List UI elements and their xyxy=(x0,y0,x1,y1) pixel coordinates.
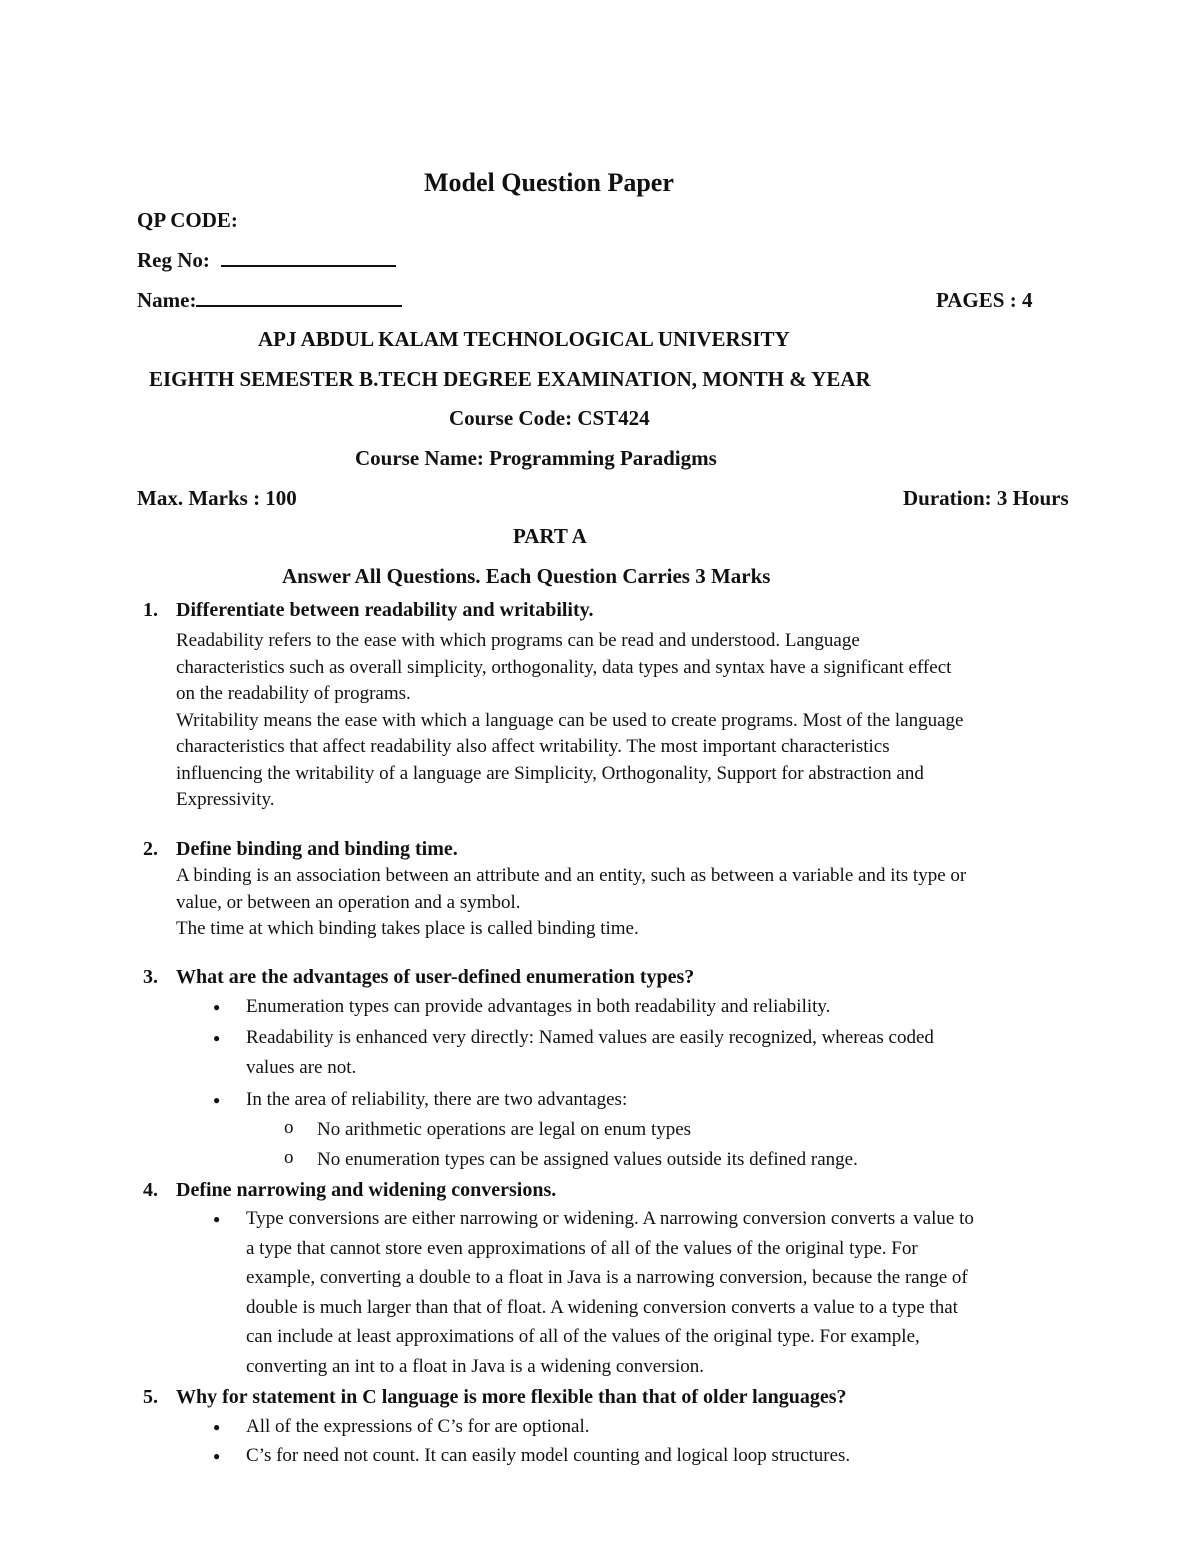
question-number: 2. xyxy=(143,838,158,860)
reg-no-label: Reg No: xyxy=(137,248,210,272)
bullet-text xyxy=(246,992,830,1022)
question-text: Define narrowing and widening conversions. xyxy=(176,1179,557,1201)
bullet-dot: ● xyxy=(213,1031,221,1045)
question-number: 5. xyxy=(143,1386,158,1408)
bullet-dot: ● xyxy=(213,1420,221,1434)
page-title: Model Question Paper xyxy=(424,168,674,197)
reg-no-row xyxy=(137,248,396,273)
bullet-dot: ● xyxy=(213,1449,221,1463)
question-text: Why for statement in C language is more flexible than that of older languages? xyxy=(176,1386,847,1408)
name-blank xyxy=(196,305,402,307)
answer-line: Expressivity. xyxy=(176,789,275,810)
bullet-dot: ● xyxy=(213,1212,221,1226)
answer-line: A binding is an association between an attribute and an entity, such as between a variable and its type or xyxy=(176,865,967,886)
exam-title: EIGHTH SEMESTER B.TECH DEGREE EXAMINATION, MONTH & YEAR xyxy=(149,367,871,391)
qp-code-label: QP CODE: xyxy=(137,208,238,232)
bullet-line: All of the expressions of C’s for are optional. xyxy=(246,1416,590,1437)
question-text: What are the advantages of user-defined enumeration types? xyxy=(176,966,695,988)
question-text: Differentiate between readability and writability. xyxy=(176,599,594,621)
bullet-line: values are not. xyxy=(246,1056,357,1078)
sub-bullet-marker: o xyxy=(284,1117,294,1138)
bullet-text xyxy=(246,1204,974,1381)
question-number: 3. xyxy=(143,966,158,988)
sub-bullet-text: No enumeration types can be assigned values outside its defined range. xyxy=(317,1149,858,1170)
answer-line: The time at which binding takes place is called binding time. xyxy=(176,918,639,939)
bullet-line: Readability is enhanced very directly: Named values are easily recognized, whereas coded xyxy=(246,1027,934,1048)
bullet-line: double is much larger than that of float. A widening conversion converts a value to a type that xyxy=(246,1296,958,1318)
bullet-text xyxy=(246,1085,627,1115)
answer-line: value, or between an operation and a symbol. xyxy=(176,891,521,913)
bullet-line: can include at least approximations of all of the values of the original type. For example, xyxy=(246,1326,920,1347)
sub-bullet-text: No arithmetic operations are legal on enum types xyxy=(317,1119,692,1140)
course-name: Course Name: Programming Paradigms xyxy=(355,446,717,470)
max-marks: Max. Marks : 100 xyxy=(137,486,297,510)
bullet-dot: ● xyxy=(213,1000,221,1014)
answer-line: Readability refers to the ease with which programs can be read and understood. Language xyxy=(176,630,860,651)
bullet-text xyxy=(246,1441,850,1471)
answer-paragraph xyxy=(176,863,966,943)
answer-line: influencing the writability of a language are Simplicity, Orthogonality, Support for abstraction and xyxy=(176,762,924,784)
question-text: Define binding and binding time. xyxy=(176,838,458,860)
pages-count: PAGES : 4 xyxy=(936,288,1033,312)
question-number: 1. xyxy=(143,599,158,621)
bullet-line: a type that cannot store even approximations of all of the values of the original type. For xyxy=(246,1237,918,1259)
bullet-line: example, converting a double to a float in Java is a narrowing conversion, because the range of xyxy=(246,1267,968,1288)
answer-paragraph xyxy=(176,628,963,814)
reg-no-blank xyxy=(221,265,396,267)
answer-line: Writability means the ease with which a language can be used to create programs. Most of the language xyxy=(176,709,964,731)
name-row xyxy=(137,288,402,313)
bullet-line: Type conversions are either narrowing or widening. A narrowing conversion converts a value to xyxy=(246,1208,974,1229)
part-instruction: Answer All Questions. Each Question Carries 3 Marks xyxy=(282,564,771,588)
bullet-line: converting an int to a float in Java is a widening conversion. xyxy=(246,1355,704,1377)
bullet-text xyxy=(246,1412,590,1442)
bullet-line: In the area of reliability, there are two advantages: xyxy=(246,1089,628,1110)
bullet-line: C’s for need not count. It can easily model counting and logical loop structures. xyxy=(246,1445,851,1466)
sub-bullet-marker: o xyxy=(284,1147,294,1168)
answer-line: on the readability of programs. xyxy=(176,683,411,704)
bullet-text xyxy=(246,1023,934,1082)
duration: Duration: 3 Hours xyxy=(903,486,1069,510)
answer-line: characteristics that affect readability also affect writability. The most important characteristics xyxy=(176,736,890,757)
question-number: 4. xyxy=(143,1179,158,1201)
course-code: Course Code: CST424 xyxy=(449,406,650,430)
university-name: APJ ABDUL KALAM TECHNOLOGICAL UNIVERSITY xyxy=(258,327,790,351)
part-heading: PART A xyxy=(513,524,587,548)
bullet-line: Enumeration types can provide advantages in both readability and reliability. xyxy=(246,996,831,1017)
answer-line: characteristics such as overall simplicity, orthogonality, data types and syntax have a significant effect xyxy=(176,656,952,678)
name-label: Name: xyxy=(137,288,197,312)
bullet-dot: ● xyxy=(213,1093,221,1107)
